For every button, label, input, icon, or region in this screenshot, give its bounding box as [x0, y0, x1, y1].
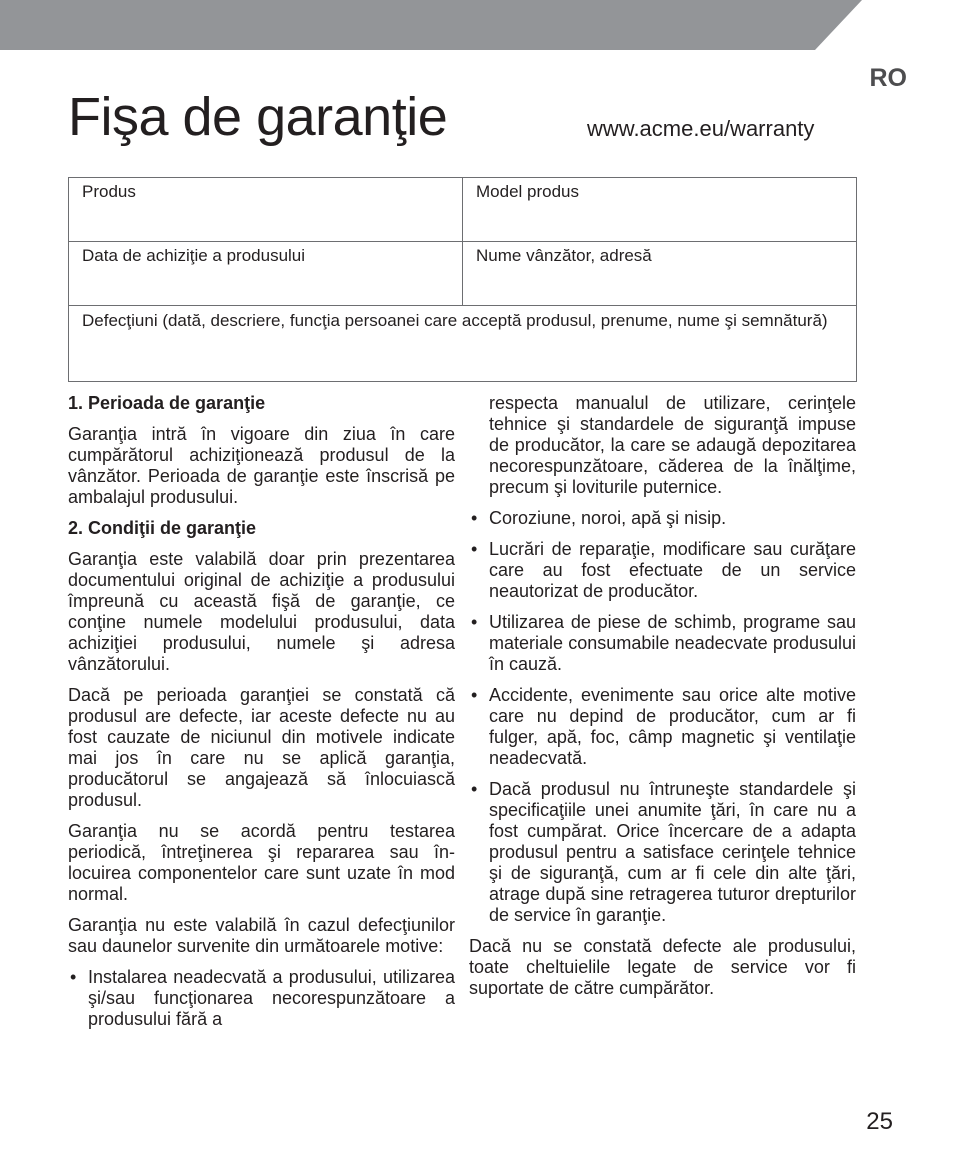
list-item: • Accidente, evenimente sau orice alte motive care nu depind de producător, cum ar fi fulger, apă, foc, câmp magnetic şi ventilaţie neadecvată. [471, 685, 856, 768]
paragraph: Garanţia nu este valabilă în cazul defecţiunilor sau daunelor survenite din următoarele motive: [68, 915, 455, 956]
paragraph: Garanţia nu se acordă pentru testarea periodică, întreţinerea şi repararea sau în-locuirea componentelor care sunt uzate în mod normal. [68, 821, 455, 904]
bullet-icon: • [471, 612, 478, 632]
list-item: • Lucrări de reparaţie, modificare sau curăţare care au fost efectuate de un service neautorizat de producător. [471, 539, 856, 601]
seller-field: Nume vânzător, adresă [463, 242, 857, 306]
list-item-continuation: respecta manualul de utilizare, cerinţele tehnice şi standardele de siguranţă impuse de producător, la care se adaugă depozitarea necorespunzătoare, căderea de la înălţime, precum şi loviturile puternice. [489, 393, 856, 497]
paragraph: Garanţia este valabilă doar prin prezentarea documentului original de achiziţie a produsului împreună cu această fişă de garanţie, ce conţine numele modelului produsului, data achiziţiei produsului, numele şi adresa vânzătorului. [68, 549, 455, 674]
bullet-icon: • [70, 967, 77, 987]
section-heading-conditions: 2. Condiţii de garanţie [68, 518, 257, 538]
product-field: Produs [69, 178, 463, 242]
page-title: Fişa de garanţie [68, 87, 448, 147]
header-band [0, 0, 954, 50]
list-item: • Instalarea neadecvată a produsului, utilizarea şi/sau funcţionarea necorespunzătoare a produsului fără a [70, 967, 455, 1029]
exclusions-list [469, 508, 856, 926]
bullet-icon: • [471, 779, 478, 799]
language-code: RO [869, 64, 907, 92]
warranty-url: www.acme.eu/warranty [587, 116, 815, 141]
section-heading-period: 1. Perioada de garanţie [68, 393, 266, 413]
right-column [469, 393, 856, 1009]
list-item: • Dacă produsul nu întruneşte standardele şi specificaţiile unei anumite ţări, în care nu a fost cumpărat. Orice încercare de a adapta produsul pentru a satisface cerinţele tehnice şi de siguranţă, cum ar fi cele din alte ţări, atrage după sine retragerea tuturor drepturilor de service în garanţie. [471, 779, 856, 925]
bullet-icon: • [471, 539, 478, 559]
bullet-icon: • [471, 685, 478, 705]
list-item: • Utilizarea de piese de schimb, programe sau materiale consumabile neadecvate produsului în cauză. [471, 612, 856, 674]
bullet-icon: • [471, 508, 478, 528]
defects-field: Defecţiuni (dată, descriere, funcţia persoanei care acceptă produsul, prenume, nume şi semnătură) [69, 306, 857, 382]
paragraph: Garanţia intră în vigoare din ziua în care cumpărătorul achiziţionează produsul de la vânzător. Perioada de garanţie este înscrisă pe ambalajul produsului. [68, 424, 455, 507]
paragraph: Dacă nu se constată defecte ale produsului, toate cheltuielile legate de service vor fi suportate de către cumpărător. [469, 936, 856, 998]
purchase-date-field: Data de achiziţie a produsului [69, 242, 463, 306]
left-column [68, 393, 455, 1040]
list-item: • Coroziune, noroi, apă şi nisip. [471, 508, 727, 528]
exclusions-list [68, 967, 455, 1030]
model-field: Model produs [463, 178, 857, 242]
paragraph: Dacă pe perioada garanţiei se constată că produsul are defecte, iar aceste defecte nu au fost cauzate de niciunul din motivele indicate mai jos în care nu se aplică garanţia, producătorul se angajează să înlocuiască produsul. [68, 685, 455, 810]
page-number: 25 [866, 1108, 893, 1135]
warranty-form-table [68, 177, 857, 382]
